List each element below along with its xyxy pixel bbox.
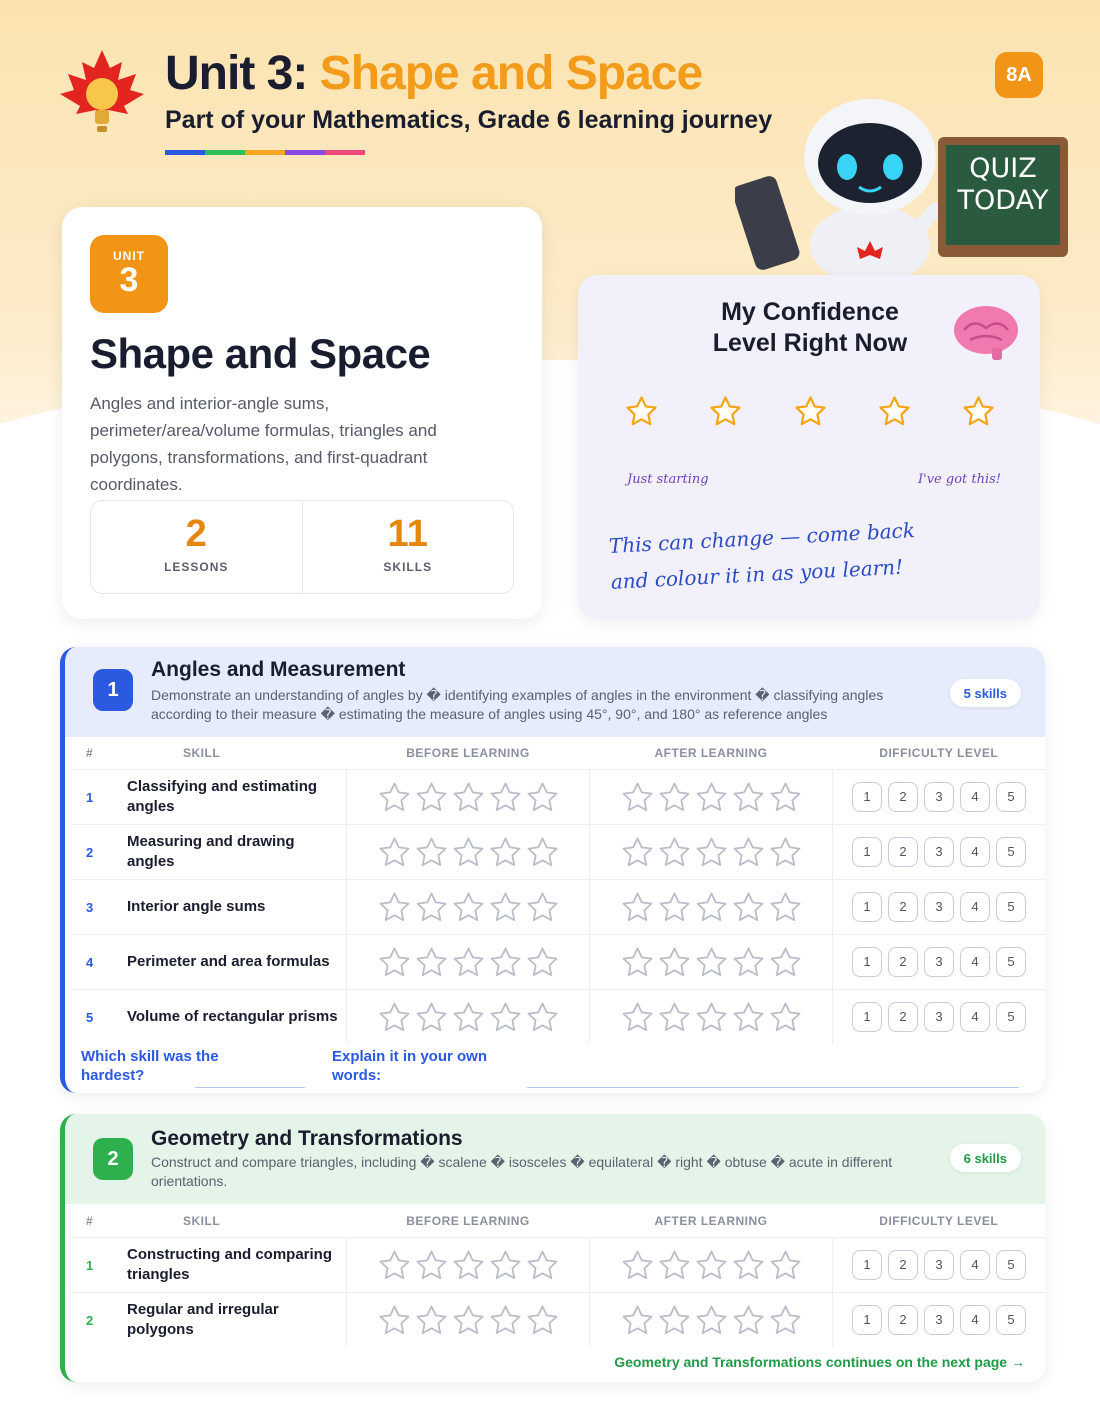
after-learning-stars: [590, 770, 833, 825]
rating-star-icon[interactable]: [732, 836, 765, 869]
after-learning-stars: [590, 1293, 833, 1348]
rating-star-icon[interactable]: [526, 836, 559, 869]
section-title: Angles and Measurement: [151, 658, 406, 681]
rating-star-icon[interactable]: [658, 1001, 691, 1034]
unit-stats: [90, 500, 514, 594]
skill-number: 4: [70, 935, 127, 990]
rating-star-icon[interactable]: [452, 1001, 485, 1034]
rating-star-icon[interactable]: [658, 781, 691, 814]
stat-value: 2: [185, 513, 207, 555]
lessons-stat: [91, 501, 302, 593]
rating-star-icon[interactable]: [658, 1249, 691, 1282]
rating-star-icon[interactable]: [378, 836, 411, 869]
rating-star-icon[interactable]: [526, 891, 559, 924]
section-description: Demonstrate an understanding of angles by � identifying examples of angles in the environment � classifying angles according to their measure � estimating the measure of angles using 45°, 90°, and 180° as reference angles: [151, 687, 884, 722]
bar-segment: [165, 150, 205, 155]
rating-star-icon[interactable]: [489, 1249, 522, 1282]
bar-segment: [245, 150, 285, 155]
rainbow-bar: [165, 150, 365, 155]
rating-star-icon[interactable]: [695, 781, 728, 814]
confidence-star-icon[interactable]: [962, 395, 995, 428]
col-after: AFTER LEARNING: [654, 746, 768, 760]
stat-label: LESSONS: [164, 560, 229, 574]
difficulty-option[interactable]: 4: [960, 1002, 990, 1032]
rating-star-icon[interactable]: [769, 1249, 802, 1282]
rating-star-icon[interactable]: [621, 836, 654, 869]
difficulty-option[interactable]: 5: [996, 1250, 1026, 1280]
skill-number: 2: [70, 825, 127, 880]
rating-star-icon[interactable]: [621, 1001, 654, 1034]
stat-label: SKILLS: [383, 560, 433, 574]
skills-count-pill: 6 skills: [950, 1144, 1021, 1172]
rating-star-icon[interactable]: [695, 1001, 728, 1034]
difficulty-option[interactable]: 1: [852, 947, 882, 977]
after-learning-stars: [590, 825, 833, 880]
difficulty-level-options: [833, 935, 1046, 990]
skill-name: Classifying and estimating angles: [127, 770, 347, 825]
section-geometry-and-transformations: [60, 1114, 1045, 1382]
rating-star-icon[interactable]: [415, 1304, 448, 1337]
difficulty-option[interactable]: 3: [924, 1002, 954, 1032]
difficulty-option[interactable]: 3: [924, 782, 954, 812]
difficulty-option[interactable]: 4: [960, 892, 990, 922]
confidence-message-line-1: This can change — come back: [608, 517, 916, 558]
rating-star-icon[interactable]: [695, 946, 728, 979]
section-number-badge: 2: [93, 1138, 133, 1180]
bar-segment: [285, 150, 325, 155]
skills-table-body: [70, 1238, 1045, 1348]
unit-badge-label: UNIT: [113, 249, 145, 263]
rating-star-icon[interactable]: [658, 891, 691, 924]
rating-star-icon[interactable]: [489, 1001, 522, 1034]
difficulty-option[interactable]: 1: [852, 892, 882, 922]
confidence-low-label: Just starting: [627, 472, 709, 487]
difficulty-option[interactable]: 5: [996, 947, 1026, 977]
rating-star-icon[interactable]: [415, 1001, 448, 1034]
rating-star-icon[interactable]: [621, 891, 654, 924]
difficulty-option[interactable]: 1: [852, 1305, 882, 1335]
rating-star-icon[interactable]: [415, 836, 448, 869]
robot-mascot-illustration: [735, 95, 965, 275]
unit-name: Shape and Space: [90, 330, 431, 377]
difficulty-option[interactable]: 2: [888, 1305, 918, 1335]
col-skill: SKILL: [183, 1214, 221, 1228]
rating-star-icon[interactable]: [415, 1249, 448, 1282]
rating-star-icon[interactable]: [452, 1304, 485, 1337]
difficulty-option[interactable]: 1: [852, 782, 882, 812]
rating-star-icon[interactable]: [732, 781, 765, 814]
table-row: [70, 990, 1045, 1045]
unit-number-badge: [90, 235, 168, 313]
col-number: #: [86, 1214, 94, 1228]
before-learning-stars: [347, 1238, 590, 1293]
skill-number: 1: [70, 1238, 127, 1293]
difficulty-option[interactable]: 3: [924, 1250, 954, 1280]
section-title: Geometry and Transformations: [151, 1127, 463, 1150]
rating-star-icon[interactable]: [415, 781, 448, 814]
section-header: [65, 1114, 1045, 1204]
difficulty-option[interactable]: 4: [960, 837, 990, 867]
table-row: [70, 825, 1045, 880]
rating-star-icon[interactable]: [378, 1249, 411, 1282]
difficulty-level-options: [833, 825, 1046, 880]
difficulty-level-options: [833, 990, 1046, 1045]
rating-star-icon[interactable]: [526, 781, 559, 814]
rating-star-icon[interactable]: [415, 891, 448, 924]
confidence-title: [680, 297, 940, 359]
skills-table: [70, 1205, 1045, 1347]
rating-star-icon[interactable]: [732, 1001, 765, 1034]
difficulty-option[interactable]: 4: [960, 782, 990, 812]
col-after: AFTER LEARNING: [654, 1214, 768, 1228]
difficulty-option[interactable]: 5: [996, 837, 1026, 867]
rating-star-icon[interactable]: [732, 1249, 765, 1282]
rating-star-icon[interactable]: [452, 836, 485, 869]
board-line-2: TODAY: [957, 185, 1049, 216]
rating-star-icon[interactable]: [732, 946, 765, 979]
rating-star-icon[interactable]: [378, 781, 411, 814]
rating-star-icon[interactable]: [526, 1249, 559, 1282]
skills-count-pill: 5 skills: [950, 679, 1021, 707]
before-learning-stars: [347, 770, 590, 825]
unit-description: Angles and interior-angle sums, perimeter/area/volume formulas, triangles and polygons, transformations, and first-quadrant coordinates.: [90, 394, 437, 494]
rating-star-icon[interactable]: [489, 836, 522, 869]
rating-star-icon[interactable]: [452, 1249, 485, 1282]
rating-star-icon[interactable]: [526, 1001, 559, 1034]
bar-segment: [325, 150, 365, 155]
col-before: BEFORE LEARNING: [406, 746, 530, 760]
col-skill: SKILL: [183, 746, 221, 760]
skills-table-body: [70, 770, 1045, 1045]
rating-star-icon[interactable]: [452, 781, 485, 814]
rating-star-icon[interactable]: [769, 891, 802, 924]
explain-answer-line[interactable]: [527, 1087, 1019, 1088]
rating-star-icon[interactable]: [378, 1001, 411, 1034]
difficulty-option[interactable]: 4: [960, 947, 990, 977]
rating-star-icon[interactable]: [526, 1304, 559, 1337]
rating-star-icon[interactable]: [489, 891, 522, 924]
skill-number: 3: [70, 880, 127, 935]
stat-value: 11: [387, 513, 428, 555]
continues-next-page-note: Geometry and Transformations continues on the next page →: [614, 1354, 1025, 1370]
board-line-1: QUIZ: [969, 153, 1037, 184]
difficulty-option[interactable]: 2: [888, 947, 918, 977]
section-description: Construct and compare triangles, including � scalene � isosceles � equilateral � right � obtuse � acute in different orientations.: [151, 1154, 893, 1189]
brain-icon: [950, 300, 1022, 362]
rating-star-icon[interactable]: [621, 946, 654, 979]
confidence-title-line-1: My Confidence: [721, 298, 899, 326]
rating-star-icon[interactable]: [769, 836, 802, 869]
difficulty-option[interactable]: 2: [888, 1002, 918, 1032]
rating-star-icon[interactable]: [732, 1304, 765, 1337]
section-header: [65, 647, 1045, 737]
col-difficulty: DIFFICULTY LEVEL: [879, 746, 999, 760]
difficulty-level-options: [833, 1238, 1046, 1293]
difficulty-option[interactable]: 5: [996, 1305, 1026, 1335]
difficulty-option[interactable]: 3: [924, 1305, 954, 1335]
difficulty-option[interactable]: 1: [852, 1250, 882, 1280]
difficulty-option[interactable]: 4: [960, 1250, 990, 1280]
skill-name: Regular and irregular polygons: [127, 1293, 347, 1348]
before-learning-stars: [347, 935, 590, 990]
rating-star-icon[interactable]: [621, 781, 654, 814]
grade-code-badge: 8A: [995, 52, 1043, 98]
hardest-skill-prompt: Which skill was the hardest?: [81, 1048, 219, 1084]
before-learning-stars: [347, 825, 590, 880]
confidence-star-icon[interactable]: [794, 395, 827, 428]
hardest-answer-line[interactable]: [195, 1087, 305, 1088]
after-learning-stars: [590, 935, 833, 990]
rating-star-icon[interactable]: [415, 946, 448, 979]
table-row: [70, 770, 1045, 825]
rating-star-icon[interactable]: [658, 1304, 691, 1337]
skill-number: 2: [70, 1293, 127, 1348]
rating-star-icon[interactable]: [526, 946, 559, 979]
before-learning-stars: [347, 1293, 590, 1348]
table-row: [70, 1293, 1045, 1348]
rating-star-icon[interactable]: [695, 1304, 728, 1337]
section-angles-and-measurement: [60, 647, 1045, 1093]
before-learning-stars: [347, 880, 590, 935]
page-subtitle: Part of your Mathematics, Grade 6 learning journey: [165, 106, 773, 134]
difficulty-option[interactable]: 1: [852, 1002, 882, 1032]
title-accent: Shape and Space: [319, 47, 703, 100]
confidence-star-icon[interactable]: [625, 395, 658, 428]
after-learning-stars: [590, 1238, 833, 1293]
rating-star-icon[interactable]: [378, 1304, 411, 1337]
difficulty-option[interactable]: 5: [996, 782, 1026, 812]
rating-star-icon[interactable]: [769, 1304, 802, 1337]
unit-badge-number: 3: [119, 261, 139, 299]
rating-star-icon[interactable]: [452, 891, 485, 924]
rating-star-icon[interactable]: [695, 836, 728, 869]
rating-star-icon[interactable]: [489, 781, 522, 814]
difficulty-option[interactable]: 1: [852, 837, 882, 867]
rating-star-icon[interactable]: [695, 1249, 728, 1282]
title-prefix: Unit 3:: [165, 47, 308, 100]
before-learning-stars: [347, 990, 590, 1045]
rating-star-icon[interactable]: [452, 946, 485, 979]
difficulty-option[interactable]: 5: [996, 1002, 1026, 1032]
difficulty-option[interactable]: 2: [888, 782, 918, 812]
table-row: [70, 935, 1045, 990]
skill-name: Interior angle sums: [127, 880, 347, 935]
rating-star-icon[interactable]: [769, 781, 802, 814]
difficulty-option[interactable]: 3: [924, 892, 954, 922]
confidence-message-line-2: and colour it in as you learn!: [610, 554, 904, 594]
rating-star-icon[interactable]: [621, 1249, 654, 1282]
table-row: [70, 1238, 1045, 1293]
quiz-today-chalkboard: [938, 137, 1068, 257]
rating-star-icon[interactable]: [658, 836, 691, 869]
col-before: BEFORE LEARNING: [406, 1214, 530, 1228]
skill-name: Perimeter and area formulas: [127, 935, 347, 990]
difficulty-option[interactable]: 3: [924, 837, 954, 867]
difficulty-option[interactable]: 2: [888, 1250, 918, 1280]
difficulty-option[interactable]: 4: [960, 1305, 990, 1335]
rating-star-icon[interactable]: [378, 891, 411, 924]
difficulty-option[interactable]: 2: [888, 892, 918, 922]
table-row: [70, 880, 1045, 935]
skill-name: Volume of rectangular prisms: [127, 990, 347, 1045]
difficulty-option[interactable]: 5: [996, 892, 1026, 922]
skill-name: Constructing and comparing triangles: [127, 1238, 347, 1293]
bar-segment: [205, 150, 245, 155]
difficulty-option[interactable]: 2: [888, 837, 918, 867]
rating-star-icon[interactable]: [695, 891, 728, 924]
rating-star-icon[interactable]: [489, 946, 522, 979]
section-number-badge: 1: [93, 669, 133, 711]
col-number: #: [86, 746, 94, 760]
difficulty-level-options: [833, 880, 1046, 935]
confidence-title-line-2: Level Right Now: [712, 329, 908, 357]
skill-number: 5: [70, 990, 127, 1045]
rating-star-icon[interactable]: [769, 946, 802, 979]
after-learning-stars: [590, 880, 833, 935]
rating-star-icon[interactable]: [621, 1304, 654, 1337]
maple-lightbulb-logo: [58, 48, 146, 140]
explain-prompt: Explain it in your own words:: [332, 1048, 488, 1084]
page-title: [165, 46, 702, 101]
difficulty-level-options: [833, 1293, 1046, 1348]
rating-star-icon[interactable]: [378, 946, 411, 979]
rating-star-icon[interactable]: [489, 1304, 522, 1337]
rating-star-icon[interactable]: [658, 946, 691, 979]
confidence-star-icon[interactable]: [878, 395, 911, 428]
skill-number: 1: [70, 770, 127, 825]
skill-name: Measuring and drawing angles: [127, 825, 347, 880]
col-difficulty: DIFFICULTY LEVEL: [879, 1214, 999, 1228]
skills-stat: [302, 501, 514, 593]
difficulty-option[interactable]: 3: [924, 947, 954, 977]
confidence-star-icon[interactable]: [709, 395, 742, 428]
rating-star-icon[interactable]: [769, 1001, 802, 1034]
skills-table: [70, 737, 1045, 1044]
difficulty-level-options: [833, 770, 1046, 825]
confidence-star-rating: [625, 395, 995, 455]
rating-star-icon[interactable]: [732, 891, 765, 924]
confidence-high-label: I've got this!: [918, 472, 1002, 487]
after-learning-stars: [590, 990, 833, 1045]
